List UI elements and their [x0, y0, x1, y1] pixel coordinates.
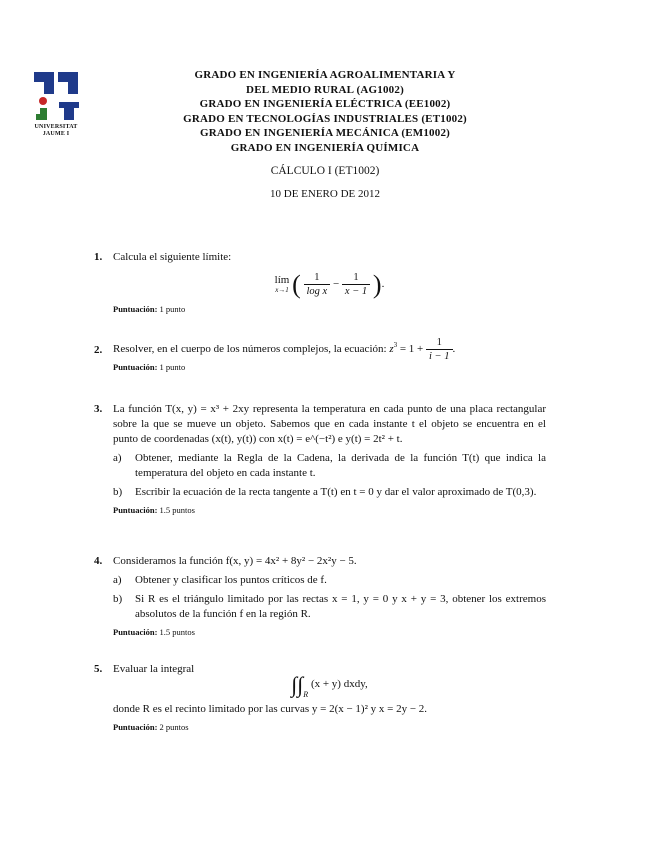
- problem-5: [94, 662, 546, 735]
- logo-caption: UNIVERSITAT JAUME I: [34, 124, 78, 137]
- problem-1: [94, 250, 546, 317]
- limit-operator: lím x→1: [274, 273, 290, 294]
- score-line: Puntuación: 1 punto: [113, 304, 186, 314]
- problem-number: 3.: [94, 403, 103, 415]
- subquestion-b: b) Si R es el triángulo limitado por las rectas x = 1, y = 0 y x + y = 3, obtener los extremos absolutos de la función f en la región R.: [113, 593, 546, 620]
- exam-header: [150, 68, 500, 201]
- course-title: CÁLCULO I (ET1002): [270, 165, 380, 177]
- problem-4: [94, 554, 546, 640]
- degree-line-6: GRADO EN INGENIERÍA QUÍMICA: [230, 141, 420, 154]
- problem-statement-2: donde R es el recinto limitado por las curvas y = 2(x − 1)² y x = 2y − 2.: [113, 703, 428, 716]
- limit-formula: lím x→1 ( $\frac{1}{\text{log x}}$ − $\frac{1}{x - 1}$ ).: [274, 270, 385, 299]
- university-logo: [30, 68, 82, 146]
- exam-date: 10 DE ENERO DE 2012: [270, 188, 380, 200]
- fraction: $\frac{1}{i - 1}$: [426, 336, 453, 363]
- score-line: Puntuación: 1.5 puntos: [113, 627, 195, 637]
- problem-number: 2.: [94, 344, 103, 356]
- degree-line-2: DEL MEDIO RURAL (AG1002): [246, 83, 404, 96]
- subquestion-b: b) Escribir la ecuación de la recta tangente a T(t) en t = 0 y dar el valor aproximado de T(0,3).: [113, 486, 537, 498]
- score-line: Puntuación: 1.5 puntos: [113, 505, 195, 515]
- problem-2: [94, 336, 546, 375]
- fraction-2: $\frac{1}{x - 1}$: [342, 271, 370, 298]
- problem-statement: Resolver, en el cuerpo de los números complejos, la ecuación: $z^3 = 1$ + $\frac{1}{i - 1}$ .: [113, 337, 456, 362]
- degree-line-3: GRADO EN INGENIERÍA ELÉCTRICA (EE1002): [199, 98, 451, 110]
- subquestion-a: a) Obtener y clasificar los puntos críticos de f.: [113, 574, 327, 586]
- subquestion-a: a) Obtener, mediante la Regla de la Cadena, la derivada de la función T(t) que indica la temperatura del objeto en cada instante t.: [113, 452, 546, 479]
- problem-number: 1.: [94, 251, 103, 263]
- problem-statement: Calcula el siguiente límite:: [113, 251, 232, 263]
- problem-statement: La función T(x, y) = x³ + 2xy representa la temperatura en cada punto de una placa rectangular sobre la que se mueve un objeto. Sabemos que en cada instante t el objeto se encuentra en el punto de coordenadas (x(t), y(t)) con x(t) = e^(−t²) e y(t) = 2t² + t.: [113, 403, 546, 445]
- integral-formula: $\int\int_R$ (x + y) dxdy,: [291, 672, 368, 700]
- fraction-1: $\frac{1}{\text{log x}}$: [304, 271, 331, 298]
- degree-line-1: GRADO EN INGENIERÍA AGROALIMENTARIA Y: [194, 69, 456, 81]
- score-line: Puntuación: 1 punto: [113, 362, 186, 372]
- problem-statement: Consideramos la función f(x, y) = 4x² + 8y² − 2x²y − 5.: [113, 555, 357, 567]
- problem-statement: Evaluar la integral: [113, 663, 195, 675]
- degree-line-4: GRADO EN TECNOLOGÍAS INDUSTRIALES (ET1002): [183, 112, 467, 125]
- problem-number: 5.: [94, 663, 103, 675]
- degree-line-5: GRADO EN INGENIERÍA MECÁNICA (EM1002): [199, 127, 451, 139]
- problem-3: [94, 402, 546, 518]
- score-line: Puntuación: 2 puntos: [113, 722, 189, 733]
- problem-number: 4.: [94, 555, 103, 567]
